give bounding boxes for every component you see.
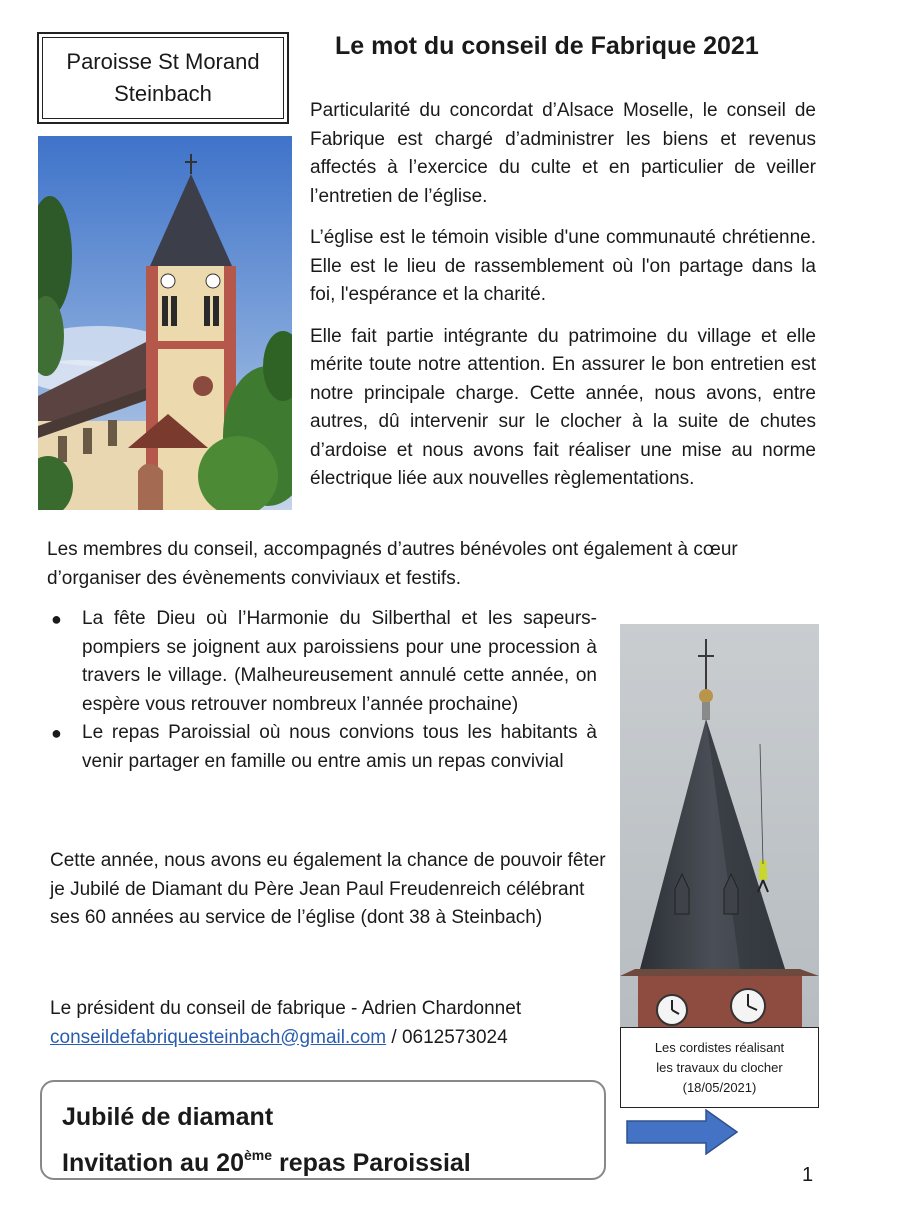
- parish-name-line2: Steinbach: [114, 81, 212, 106]
- jubilee-section: [50, 847, 610, 933]
- event-text: La fête Dieu où l’Harmonie du Silberthal et les sapeurs-pompiers se joignent aux paroissiens pour une procession à travers le village. (Malheureusement annulé cette année, on espère vous retrouver nombreux l’année prochaine): [82, 608, 597, 715]
- parish-name-box: [37, 32, 289, 124]
- intro-paragraph: Elle fait partie intégrante du patrimoine du village et elle mérite toute notre attention. En assurer le bon entretien est notre principale charge. Cette année, nous avons, entre autres, dû intervenir sur le clocher à la suite de chutes d’ardoise et nous avons fait réaliser une mise au norme électrique liée aux nouvelles règlementations.: [310, 325, 816, 489]
- invitation-title: Jubilé de diamant: [62, 1103, 274, 1131]
- email-link[interactable]: conseildefabriquesteinbach@gmail.com: [50, 1026, 387, 1048]
- bullet-icon: ●: [51, 609, 62, 629]
- caption-line: les travaux du clocher: [656, 1059, 783, 1075]
- invitation-subtitle-prefix: Invitation au 20: [62, 1149, 244, 1177]
- photo-caption: [620, 1027, 819, 1108]
- caption-line: (18/05/2021): [682, 1079, 757, 1095]
- president-line: Le président du conseil de fabrique - Adrien Chardonnet: [50, 998, 522, 1019]
- members-paragraph: Les membres du conseil, accompagnés d’autres bénévoles ont également à cœur d’organiser des évènements conviviaux et festifs.: [47, 539, 738, 589]
- invitation-subtitle: [62, 1136, 604, 1182]
- events-section: [47, 605, 597, 776]
- members-section: [47, 536, 817, 593]
- list-item: [47, 605, 597, 719]
- caption-line: Les cordistes réalisant: [654, 1039, 785, 1055]
- church-photo: [38, 136, 292, 510]
- invitation-subtitle-suffix: repas Paroissial: [272, 1149, 471, 1177]
- arrow-right-icon: [626, 1109, 738, 1155]
- event-text: Le repas Paroissial où nous convions tous les habitants à venir partager en famille ou entre amis un repas convivial: [82, 722, 597, 772]
- jubilee-paragraph: Cette année, nous avons eu également la chance de pouvoir fêter je Jubilé de Diamant du Père Jean Paul Freudenreich célébrant ses 60 années au service de l’église (dont 38 à Steinbach): [50, 850, 606, 928]
- list-item: [47, 719, 597, 776]
- page-number: 1: [802, 1164, 814, 1186]
- bullet-icon: ●: [51, 723, 62, 743]
- bell-tower-photo: [620, 624, 819, 1030]
- page-title: Le mot du conseil de Fabrique 2021: [335, 32, 759, 60]
- intro-text: [310, 97, 816, 507]
- contact-line: [50, 1024, 620, 1053]
- invitation-box: [40, 1080, 606, 1180]
- intro-paragraph: L’église est le témoin visible d'une communauté chrétienne. Elle est le lieu de rassemblement où l'on partage dans la foi, l'espérance et la charité.: [310, 227, 816, 305]
- invitation-superscript: ème: [243, 1147, 273, 1163]
- intro-paragraph: Particularité du concordat d’Alsace Moselle, le conseil de Fabrique est chargé d’administrer les biens et revenus affectés à l’exercice du culte et en particulier de veiller l’entretien de l’église.: [310, 100, 816, 207]
- events-list: [47, 605, 597, 776]
- contact-section: [50, 995, 620, 1052]
- phone-number: / 0612573024: [386, 1026, 508, 1048]
- parish-name-line1: Paroisse St Morand: [66, 49, 260, 74]
